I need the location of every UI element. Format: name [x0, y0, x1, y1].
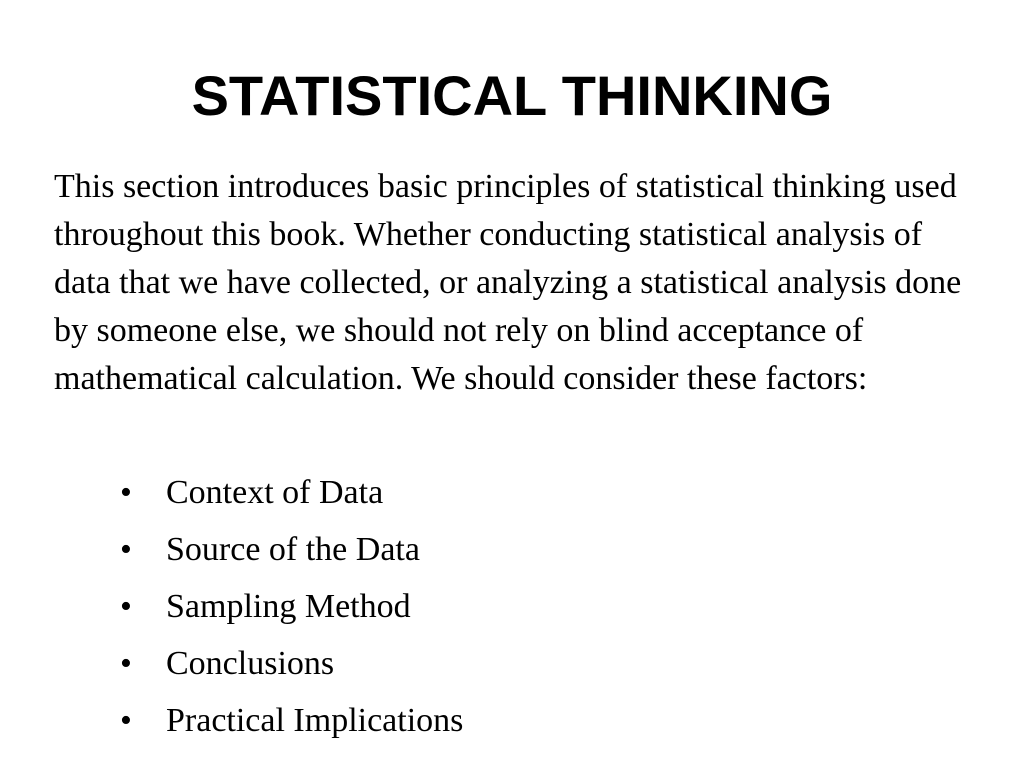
bullet-icon: •	[120, 702, 132, 739]
intro-paragraph: This section introduces basic principles of statistical thinking used throughout this book. Whether conducting statistical analysis of data that we have collected, or analyzing a statistical analysis done by someone else, we should not rely on blind acceptance of mathematical calculation. We should consider these factors:	[54, 168, 962, 397]
list-item-label: Conclusions	[166, 645, 335, 682]
list-item	[120, 470, 463, 527]
list-item-label: Context of Data	[166, 474, 384, 511]
slide-title: STATISTICAL THINKING	[191, 64, 833, 127]
bullet-icon: •	[120, 645, 132, 682]
bullet-icon: •	[120, 474, 132, 511]
list-item	[120, 641, 463, 698]
bullet-icon: •	[120, 588, 132, 625]
list-item	[120, 698, 463, 755]
list-item	[120, 527, 463, 584]
list-item-label: Sampling Method	[166, 588, 411, 625]
bullet-icon: •	[120, 531, 132, 568]
factor-list	[120, 470, 463, 755]
list-item-label: Source of the Data	[166, 531, 420, 568]
list-item	[120, 584, 463, 641]
list-item-label: Practical Implications	[166, 702, 464, 739]
